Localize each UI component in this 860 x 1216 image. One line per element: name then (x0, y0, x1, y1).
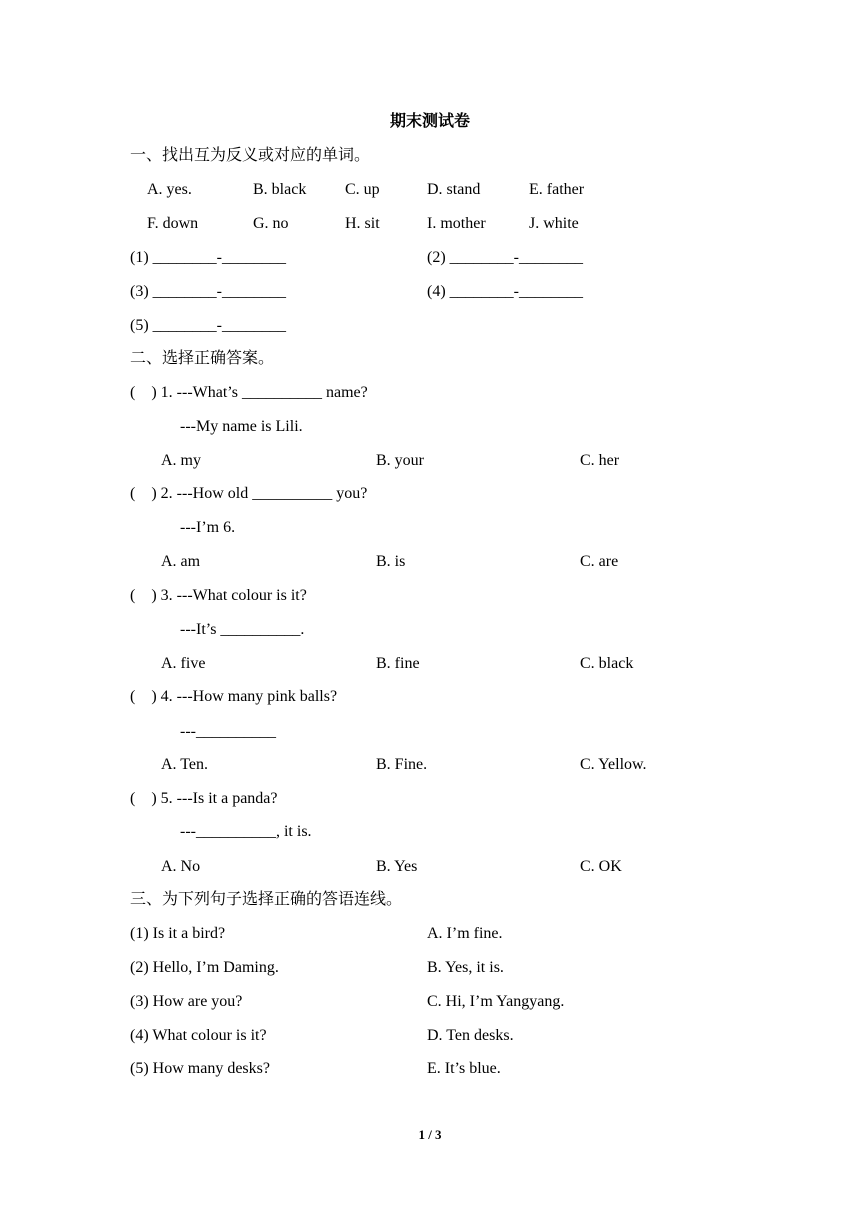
choice-a: A. No (161, 858, 201, 875)
match-question: (2) Hello, I’m Daming. (130, 959, 279, 976)
match-answer: C. Hi, I’m Yangyang. (427, 993, 565, 1010)
question-2: ( ) 2. ---How old __________ you? (130, 485, 368, 502)
question-2-dialogue: ---I’m 6. (180, 519, 236, 536)
question-5: ( ) 5. ---Is it a panda? (130, 790, 278, 807)
word-option: I. mother (427, 215, 486, 232)
choice-a: A. Ten. (161, 756, 209, 773)
match-answer: B. Yes, it is. (427, 959, 504, 976)
choice-b: B. your (376, 452, 424, 469)
question-3: ( ) 3. ---What colour is it? (130, 587, 307, 604)
word-option: J. white (529, 215, 579, 232)
answer-blank: (1) ________-________ (130, 249, 286, 266)
match-answer: D. Ten desks. (427, 1027, 514, 1044)
question-5-dialogue: ---__________, it is. (180, 823, 312, 840)
question-4-dialogue: ---__________ (180, 723, 276, 740)
word-option: F. down (147, 215, 199, 232)
choice-a: A. am (161, 553, 201, 570)
match-question: (1) Is it a bird? (130, 925, 226, 942)
match-question: (3) How are you? (130, 993, 243, 1010)
section1-heading: 一、找出互为反义或对应的单词。 (130, 147, 371, 164)
page-title: 期末测试卷 (389, 113, 470, 130)
answer-blank: (2) ________-________ (427, 249, 583, 266)
answer-blank: (5) ________-________ (130, 317, 286, 334)
answer-blank: (4) ________-________ (427, 283, 583, 300)
match-question: (4) What colour is it? (130, 1027, 267, 1044)
choice-c: C. are (580, 553, 619, 570)
word-option: A. yes. (147, 181, 192, 198)
word-option: C. up (345, 181, 380, 198)
choice-c: C. Yellow. (580, 756, 647, 773)
word-option: D. stand (427, 181, 481, 198)
choice-a: A. my (161, 452, 201, 469)
choice-c: C. black (580, 655, 634, 672)
match-answer: E. It’s blue. (427, 1060, 501, 1077)
choice-b: B. Yes (376, 858, 418, 875)
choice-c: C. her (580, 452, 620, 469)
word-option: B. black (253, 181, 307, 198)
choice-c: C. OK (580, 858, 622, 875)
choice-b: B. fine (376, 655, 420, 672)
match-question: (5) How many desks? (130, 1060, 270, 1077)
question-1-dialogue: ---My name is Lili. (180, 418, 303, 435)
match-answer: A. I’m fine. (427, 925, 503, 942)
question-3-dialogue: ---It’s __________. (180, 621, 305, 638)
choice-b: B. is (376, 553, 406, 570)
choice-a: A. five (161, 655, 206, 672)
page-number: 1 / 3 (418, 1127, 442, 1142)
question-4: ( ) 4. ---How many pink balls? (130, 688, 338, 705)
word-option: E. father (529, 181, 585, 198)
answer-blank: (3) ________-________ (130, 283, 286, 300)
section3-heading: 三、为下列句子选择正确的答语连线。 (130, 891, 403, 908)
word-option: H. sit (345, 215, 380, 232)
section2-heading: 二、选择正确答案。 (130, 350, 275, 367)
question-1: ( ) 1. ---What’s __________ name? (130, 384, 368, 401)
choice-b: B. Fine. (376, 756, 428, 773)
word-option: G. no (253, 215, 289, 232)
